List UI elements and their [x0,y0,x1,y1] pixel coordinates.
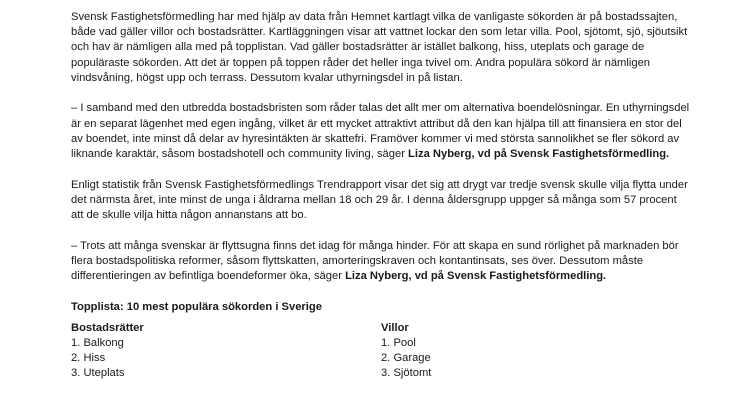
column-title-villor: Villor [381,321,409,334]
list-item: 3. Uteplats [71,367,125,380]
quote-1-speaker: Liza Nyberg, vd på Svensk Fastighetsförmedling. [408,148,670,161]
toplist-heading: Topplista: 10 mest populära sökorden i Sverige [71,300,322,313]
quote-2-speaker: Liza Nyberg, vd på Svensk Fastighetsförmedling. [345,270,607,283]
column-villor [381,321,691,382]
list-item: 1. Balkong [71,337,124,350]
paragraph-quote-2 [71,239,691,285]
column-bostadsratter [71,321,381,382]
list-item: 2. Garage [381,352,431,365]
paragraph-intro: Svensk Fastighetsförmedling har med hjälp av data från Hemnet kartlagt vilka de vanligaste sökorden är på bostadssajten, både vad gäller villor och bostadsrätter. Kartläggningen visar att vattnet lockar den som letar villa. Pool, sjötomt, sjö, sjöutsikt och hav är nämligen alla med på topplistan. Vad gäller bostadsrätter är istället balkong, hiss, uteplats och garage de populäraste sökorden. Att det är toppen på toppen råder det heller inga tvivel om. Andra populära sökord är nämligen vindsvåning, högst upp och terrass. Dessutom kvalar uthyrningsdel in på listan. [71,11,688,84]
list-item: 1. Pool [381,337,416,350]
quote-2-text: – Trots att många svenskar är flyttsugna finns det idag för många hinder. För att skapa en sund rörlighet på marknaden bör flera bostadspolitiska reformer, såsom flyttskatten, amorteringskraven och kontantinsats, ses över. Dessutom måste differentieringen av befintliga boendeformer öka, säger [71,239,679,283]
column-title-bostadsratter: Bostadsrätter [71,321,144,334]
quote-1-text: – I samband med den utbredda bostadsbristen som råder talas det allt mer om alternativa boendelösningar. En uthyrningsdel är en separat lägenhet med egen ingång, vilket är ett mycket attraktivt attribut då den kan hjälpa till att finansiera en stor del av boendet, inte minst då delar av hyresintäkten är skattefri. Framöver kommer vi med största sannolikhet se fler sökord av liknande karaktär, såsom bostadshotell och community living, säger [71,102,690,161]
article-body [71,10,691,382]
list-item: 3. Sjötomt [381,367,432,380]
paragraph-statistics: Enligt statistik från Svensk Fastighetsförmedlings Trendrapport visar det sig att drygt var tredje svensk skulle vilja flytta under det närmsta året, inte minst de unga i åldrarna mellan 18 och 29 år. I denna åldersgrupp uppger så många som 57 procent att de skulle vilja hitta någon annanstans att bo. [71,178,688,222]
toplist-columns [71,321,691,382]
list-item: 2. Hiss [71,352,106,365]
paragraph-quote-1 [71,101,691,162]
